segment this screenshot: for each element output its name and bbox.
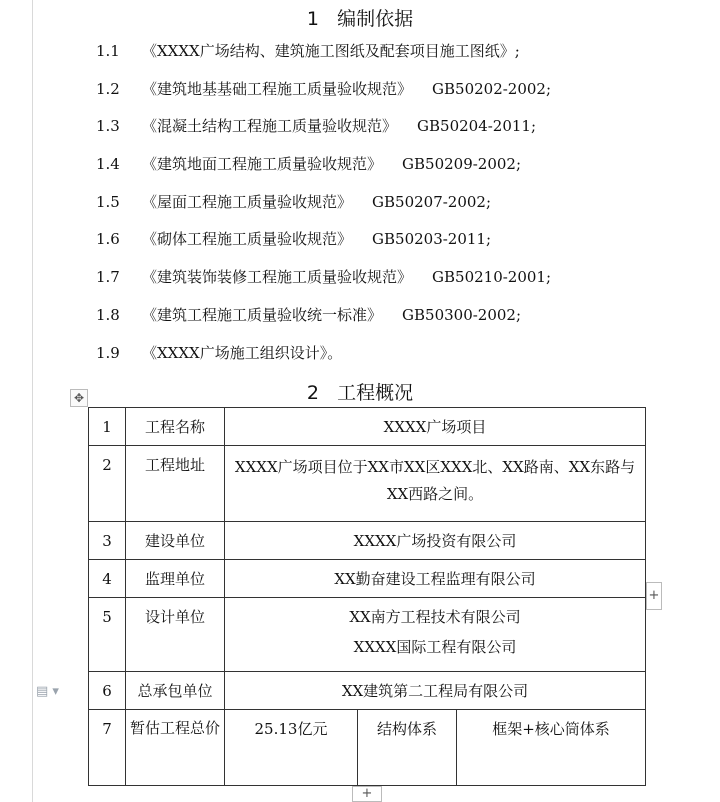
add-row-button[interactable]: + xyxy=(352,786,382,802)
row-value: XX建筑第二工程局有限公司 xyxy=(225,672,646,710)
row-number: 5 xyxy=(89,598,126,672)
table-row xyxy=(89,710,646,786)
list-item: 1.2 《建筑地基基础工程施工质量验收规范》 GB50202-2002; xyxy=(96,79,552,98)
row-number: 1 xyxy=(89,408,126,446)
row-number: 2 xyxy=(89,446,126,522)
row-number: 6 xyxy=(89,672,126,710)
row-value xyxy=(225,598,646,672)
list-item: 1.6 《砌体工程施工质量验收规范》 GB50203-2011; xyxy=(96,230,492,249)
list-item: 1.8 《建筑工程施工质量验收统一标准》 GB50300-2002; xyxy=(96,305,522,324)
table-row xyxy=(89,522,646,560)
page-icon[interactable]: ▤ ▾ xyxy=(36,684,59,699)
designer-2: XXXX国际工程有限公司 xyxy=(353,638,517,656)
row-label: 暂估工程总价 xyxy=(126,710,225,786)
list-item: 1.3 《混凝土结构工程施工质量验收规范》 GB50204-2011; xyxy=(96,117,537,136)
overview-table xyxy=(88,407,646,786)
table-row xyxy=(89,672,646,710)
row-value: XXXX广场投资有限公司 xyxy=(225,522,646,560)
row-number: 7 xyxy=(89,710,126,786)
row-label: 建设单位 xyxy=(126,522,225,560)
basis-list xyxy=(96,40,551,379)
row-label: 总承包单位 xyxy=(126,672,225,710)
table-row xyxy=(89,560,646,598)
row-value: XX勤奋建设工程监理有限公司 xyxy=(225,560,646,598)
table-row xyxy=(89,598,646,672)
section-2-heading: 2 工程概况 xyxy=(306,382,414,404)
table-row xyxy=(89,446,646,522)
designer-1: XX南方工程技术有限公司 xyxy=(349,608,521,626)
row-number: 4 xyxy=(89,560,126,598)
row-value: XXXX广场项目 xyxy=(225,408,646,446)
list-item: 1.7 《建筑装饰装修工程施工质量验收规范》 GB50210-2001; xyxy=(96,268,552,287)
row-label-2: 结构体系 xyxy=(358,710,457,786)
row-label: 设计单位 xyxy=(126,598,225,672)
list-item: 1.9 《XXXX广场施工组织设计》。 xyxy=(96,343,343,362)
move-icon[interactable]: ✥ xyxy=(70,389,88,407)
row-label: 监理单位 xyxy=(126,560,225,598)
section-1-heading: 1 编制依据 xyxy=(306,8,414,30)
list-item: 1.5 《屋面工程施工质量验收规范》 GB50207-2002; xyxy=(96,192,492,211)
row-value: XXXX广场项目位于XX市XX区XXX北、XX路南、XX东路与XX西路之间。 xyxy=(225,446,646,522)
row-label: 工程名称 xyxy=(126,408,225,446)
list-item: 1.4 《建筑地面工程施工质量验收规范》 GB50209-2002; xyxy=(96,155,522,174)
row-label: 工程地址 xyxy=(126,446,225,522)
table-row xyxy=(89,408,646,446)
list-item: 1.1 《XXXX广场结构、建筑施工图纸及配套项目施工图纸》; xyxy=(96,42,520,60)
add-column-button[interactable]: + xyxy=(646,582,662,610)
row-value: 25.13亿元 xyxy=(225,710,358,786)
row-value-2: 框架+核心筒体系 xyxy=(457,710,646,786)
row-number: 3 xyxy=(89,522,126,560)
